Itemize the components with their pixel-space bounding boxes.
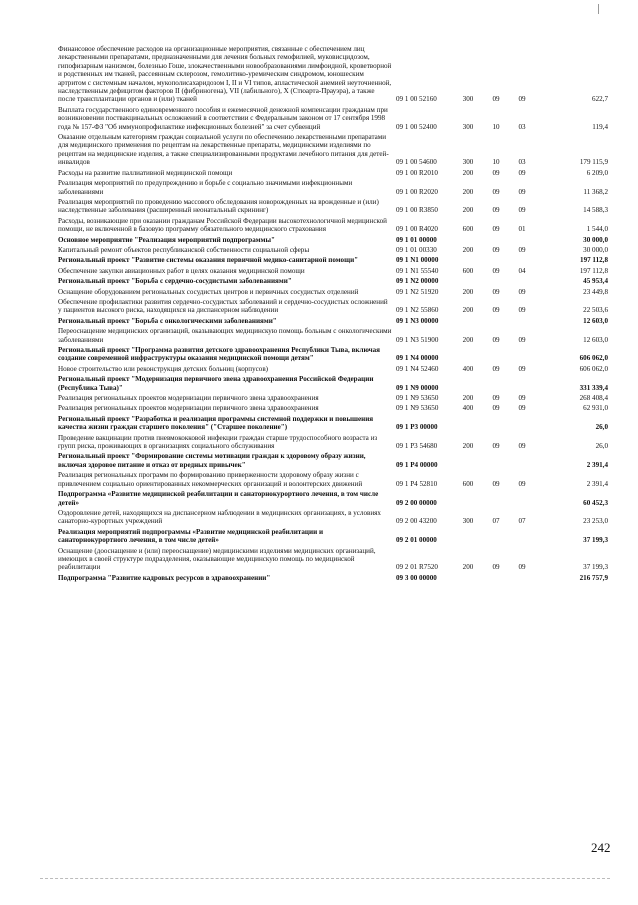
target-article-code: 09 1 P3 00000 [396, 423, 438, 432]
expense-type: 200 [462, 287, 474, 296]
subsection: 09 [518, 479, 526, 488]
amount: 26,0 [595, 442, 608, 451]
section: 09 [492, 479, 500, 488]
target-article-code: 09 1 00 R2010 [396, 168, 438, 177]
expense-type: 200 [462, 206, 474, 215]
subsection: 09 [518, 364, 526, 373]
row-name: Оснащение (дооснащение и (или) переоснащение) медицинскими изделиями медицинских организаций, имеющих в своей структуре подразделения, оказывающие медицинскую помощь по медицинской реабилитации [58, 546, 376, 572]
row-name: Выплата государственного единовременного пособия и ежемесячной денежной компенсации гражданам при возникновении поствакцинальных осложнений в соответствии с Федеральным законом от 17 сентября 1998 года № 157-ФЗ "Об иммунопрофилактике инфекционных болезней" за счет субвенций [58, 105, 388, 131]
amount: 1 544,0 [586, 225, 608, 234]
target-article-code: 09 1 P3 54680 [396, 442, 438, 451]
amount: 119,4 [592, 122, 608, 131]
row-name: Оснащение оборудованием региональных сосудистых центров и первичных сосудистых отделений [58, 287, 359, 296]
target-article-code: 09 1 00 52160 [396, 95, 437, 104]
amount: 23 449,8 [583, 287, 608, 296]
amount: 30 000,0 [583, 235, 608, 244]
subsection: 09 [518, 245, 526, 254]
subsection: 09 [518, 168, 526, 177]
expense-type: 300 [462, 122, 474, 131]
amount: 22 503,6 [583, 306, 608, 315]
subsection: 03 [518, 122, 526, 131]
target-article-code: 09 2 01 00000 [396, 536, 437, 545]
row-name: Расходы на развитие паллиативной медицинской помощи [58, 168, 233, 177]
amount: 2 391,4 [586, 460, 608, 469]
row-name: Основное мероприятие "Реализация мероприятий подпрограммы" [58, 235, 275, 244]
expense-type: 400 [462, 404, 474, 413]
section: 09 [492, 442, 500, 451]
table-row [58, 365, 608, 373]
target-article-code: 09 1 00 R3850 [396, 206, 438, 215]
expense-type: 200 [462, 442, 474, 451]
subsection: 09 [518, 404, 526, 413]
table-row [58, 179, 608, 196]
row-name: Переоснащение медицинских организаций, оказывающих медицинскую помощь больным с онкологическими заболеваниями [58, 327, 392, 344]
expense-type: 200 [462, 187, 474, 196]
table-row [58, 236, 608, 244]
row-name: Региональный проект "Модернизация первичного звена здравоохранения Российской Федерации (Республика Тыва)" [58, 375, 374, 392]
target-article-code: 09 1 N2 55860 [396, 306, 439, 315]
amount: 2 391,4 [586, 479, 608, 488]
table-row [58, 267, 608, 275]
table-row [58, 246, 608, 254]
subsection: 03 [518, 158, 526, 167]
target-article-code: 09 1 00 R4020 [396, 225, 438, 234]
subsection: 07 [518, 517, 526, 526]
expense-type: 200 [462, 245, 474, 254]
target-article-code: 09 1 N9 00000 [396, 383, 439, 392]
table-row [58, 490, 608, 507]
target-article-code: 09 1 N3 00000 [396, 316, 439, 325]
section: 09 [492, 95, 500, 104]
section: 09 [492, 394, 500, 403]
expense-type: 400 [462, 364, 474, 373]
amount: 37 199,3 [583, 563, 608, 572]
amount: 268 408,4 [579, 394, 608, 403]
table-row [58, 217, 608, 234]
expense-type: 600 [462, 479, 474, 488]
table-row [58, 298, 608, 315]
amount: 26,0 [595, 423, 608, 432]
row-name: Подпрограмма «Развитие медицинской реабилитации и санаторнокурортного лечения, в том числе детей» [58, 490, 379, 507]
row-name: Финансовое обеспечение расходов на организационные мероприятия, связанные с обеспечением лиц лекарственными препаратами, предназначенными для лечения больных гемофилией, муковисцидозом, гипофизарным нанизмом, болезнью Гоше, злокачественными новообразованиями лимфоидной, кроветворной и родственных им тканей, рассеянным склерозом, гемолитико-уремическим синдромом, юношеским артритом с системным началом, мукополисахаридозом I, II и VI типов, апластической анемией неуточненной, наследственным дефицитом факторов II (фибриногена), VII (лабильного), X (Стюарта-Прауэра), а также после трансплантации органов и (или) тканей [58, 45, 392, 104]
table-row [58, 471, 608, 488]
amount: 606 062,0 [579, 354, 608, 363]
table-row [58, 198, 608, 215]
expense-type: 300 [462, 158, 474, 167]
subsection: 09 [518, 335, 526, 344]
table-row [58, 404, 608, 412]
amount: 331 339,4 [579, 383, 608, 392]
table-row [58, 169, 608, 177]
expense-type: 200 [462, 168, 474, 177]
table-row [58, 256, 608, 264]
row-name: Новое строительство или реконструкция детских больниц (корпусов) [58, 364, 269, 373]
table-row [58, 106, 608, 131]
amount: 60 452,3 [583, 498, 608, 507]
target-article-code: 09 1 P4 52810 [396, 479, 438, 488]
row-name: Региональный проект "Разработка и реализация программы системной поддержки и повышения качества жизни граждан старшего поколения" ("Старшее поколение") [58, 414, 374, 432]
scan-mark [598, 4, 599, 14]
amount: 12 603,0 [583, 335, 608, 344]
section: 09 [492, 245, 500, 254]
table-row [58, 346, 608, 363]
target-article-code: 09 1 N9 53650 [396, 394, 439, 403]
budget-table [58, 45, 608, 584]
row-name: Региональный проект "Программа развития детского здравоохранения Республики Тыва, включая создание современной инфраструктуры оказания медицинской помощи детям" [58, 346, 381, 363]
amount: 606 062,0 [579, 364, 608, 373]
expense-type: 200 [462, 335, 474, 344]
scan-edge-line [40, 878, 610, 880]
subsection: 09 [518, 442, 526, 451]
table-row [58, 434, 608, 451]
target-article-code: 09 1 N4 52460 [396, 364, 439, 373]
section: 09 [492, 335, 500, 344]
section: 10 [492, 158, 500, 167]
expense-type: 200 [462, 563, 474, 572]
row-name: Реализация региональных программ по формированию приверженности здоровому образу жизни с привлечением социально ориентированных некоммерческих организаций и волонтерских движений [58, 471, 363, 488]
expense-type: 200 [462, 306, 474, 315]
amount: 216 757,9 [579, 573, 608, 582]
target-article-code: 09 1 N2 51920 [396, 287, 439, 296]
amount: 197 112,8 [579, 266, 608, 275]
section: 09 [492, 168, 500, 177]
row-name: Оказание отдельным категориям граждан социальной услуги по обеспечению лекарственными препаратами для медицинского применения по рецептам на лекарственные препараты, медицинскими изделиями по рецептам на медицинские изделия, а также специализированными продуктами лечебного питания для детей-инвалидов [58, 133, 389, 167]
table-row [58, 452, 608, 469]
amount: 45 953,4 [583, 277, 608, 286]
target-article-code: 09 3 00 00000 [396, 573, 437, 582]
subsection: 01 [518, 225, 526, 234]
subsection: 09 [518, 563, 526, 572]
table-row [58, 327, 608, 344]
target-article-code: 09 1 00 52400 [396, 122, 437, 131]
expense-type: 300 [462, 517, 474, 526]
table-row [58, 133, 608, 167]
amount: 37 199,3 [583, 536, 608, 545]
section: 10 [492, 122, 500, 131]
section: 09 [492, 187, 500, 196]
target-article-code: 09 1 N1 00000 [396, 256, 439, 265]
target-article-code: 09 1 01 00330 [396, 245, 437, 254]
row-name: Реализация мероприятий подпрограммы «Развитие медицинской реабилитации и санаторнокурортного лечения, в том числе детей» [58, 527, 324, 545]
target-article-code: 09 2 00 43200 [396, 517, 437, 526]
table-row [58, 547, 608, 572]
subsection: 04 [518, 266, 526, 275]
table-row [58, 288, 608, 296]
amount: 11 368,2 [583, 187, 608, 196]
row-name: Обеспечение закупки авиационных работ в целях оказания медицинской помощи [58, 266, 305, 275]
page-number: 242 [591, 840, 611, 855]
target-article-code: 09 1 N9 53650 [396, 404, 439, 413]
target-article-code: 09 1 00 R2020 [396, 187, 438, 196]
subsection: 09 [518, 187, 526, 196]
row-name: Реализация региональных проектов модернизации первичного звена здравоохранения [58, 404, 319, 413]
section: 09 [492, 364, 500, 373]
row-name: Проведение вакцинации против пневмококковой инфекции граждан старше трудоспособного возраста из групп риска, проживающих в организациях социального обслуживания [58, 433, 378, 451]
row-name: Расходы, возникающие при оказании гражданам Российской Федерации высокотехнологичной медицинской помощи, не включенной в базовую программу обязательного медицинского страхования [58, 216, 387, 234]
row-name: Капитальный ремонт объектов республиканской собственности социальной сферы [58, 245, 310, 254]
target-article-code: 09 2 01 R7520 [396, 563, 438, 572]
section: 09 [492, 206, 500, 215]
target-article-code: 09 1 N1 55540 [396, 266, 439, 275]
row-name: Реализация мероприятий по предупреждению и борьбе с социально значимыми инфекционными заболеваниями [58, 179, 353, 196]
target-article-code: 09 1 N2 00000 [396, 277, 439, 286]
amount: 197 112,8 [580, 256, 608, 265]
amount: 12 603,0 [583, 316, 608, 325]
target-article-code: 09 1 P4 00000 [396, 460, 438, 469]
row-name: Региональный проект "Развитие системы оказания первичной медико-санитарной помощи" [58, 256, 359, 265]
section: 07 [492, 517, 500, 526]
table-row [58, 375, 608, 392]
amount: 622,7 [592, 95, 608, 104]
amount: 23 253,0 [583, 517, 608, 526]
table-row [58, 415, 608, 432]
expense-type: 600 [462, 266, 474, 275]
expense-type: 300 [462, 95, 474, 104]
row-name: Подпрограмма "Развитие кадровых ресурсов в здравоохранении" [58, 573, 271, 582]
section: 09 [492, 266, 500, 275]
section: 09 [492, 225, 500, 234]
expense-type: 600 [462, 225, 474, 234]
expense-type: 200 [462, 394, 474, 403]
table-row [58, 574, 608, 582]
subsection: 09 [518, 306, 526, 315]
target-article-code: 09 1 00 54600 [396, 158, 437, 167]
row-name: Обеспечение профилактики развития сердечно-сосудистых заболеваний и сердечно-сосудистых осложнений у пациентов высокого риска, находящихся на диспансерном наблюдении [58, 297, 388, 315]
amount: 6 209,0 [586, 168, 608, 177]
amount: 62 931,0 [583, 404, 608, 413]
row-name: Региональный проект "Формирование системы мотивации граждан к здоровому образу жизни, включая здоровое питание и отказ от вредных привычек" [58, 452, 366, 469]
amount: 30 000,0 [583, 245, 608, 254]
table-row [58, 509, 608, 526]
subsection: 09 [518, 287, 526, 296]
row-name: Реализация региональных проектов модернизации первичного звена здравоохранения [58, 394, 319, 403]
row-name: Оздоровление детей, находящихся на диспансерном наблюдении в медицинских организациях, в условиях санаторно-курортных учреждений [58, 508, 381, 526]
subsection: 09 [518, 95, 526, 104]
target-article-code: 09 1 N3 51900 [396, 335, 439, 344]
section: 09 [492, 404, 500, 413]
section: 09 [492, 563, 500, 572]
target-article-code: 09 2 00 00000 [396, 498, 437, 507]
table-row [58, 45, 608, 104]
section: 09 [492, 287, 500, 296]
amount: 14 588,3 [583, 206, 608, 215]
row-name: Региональный проект "Борьба с сердечно-сосудистыми заболеваниями" [58, 277, 292, 286]
table-row [58, 528, 608, 545]
target-article-code: 09 1 01 00000 [396, 235, 437, 244]
table-row [58, 277, 608, 285]
subsection: 09 [518, 206, 526, 215]
row-name: Региональный проект "Борьба с онкологическими заболеваниями" [58, 316, 277, 325]
amount: 179 115,9 [579, 158, 608, 167]
row-name: Реализация мероприятий по проведению массового обследования новорожденных на врожденные и (или) наследственные заболевания (расширенный неонатальный скрининг) [58, 197, 379, 215]
table-row [58, 317, 608, 325]
table-row [58, 394, 608, 402]
section: 09 [492, 306, 500, 315]
target-article-code: 09 1 N4 00000 [396, 354, 439, 363]
subsection: 09 [518, 394, 526, 403]
